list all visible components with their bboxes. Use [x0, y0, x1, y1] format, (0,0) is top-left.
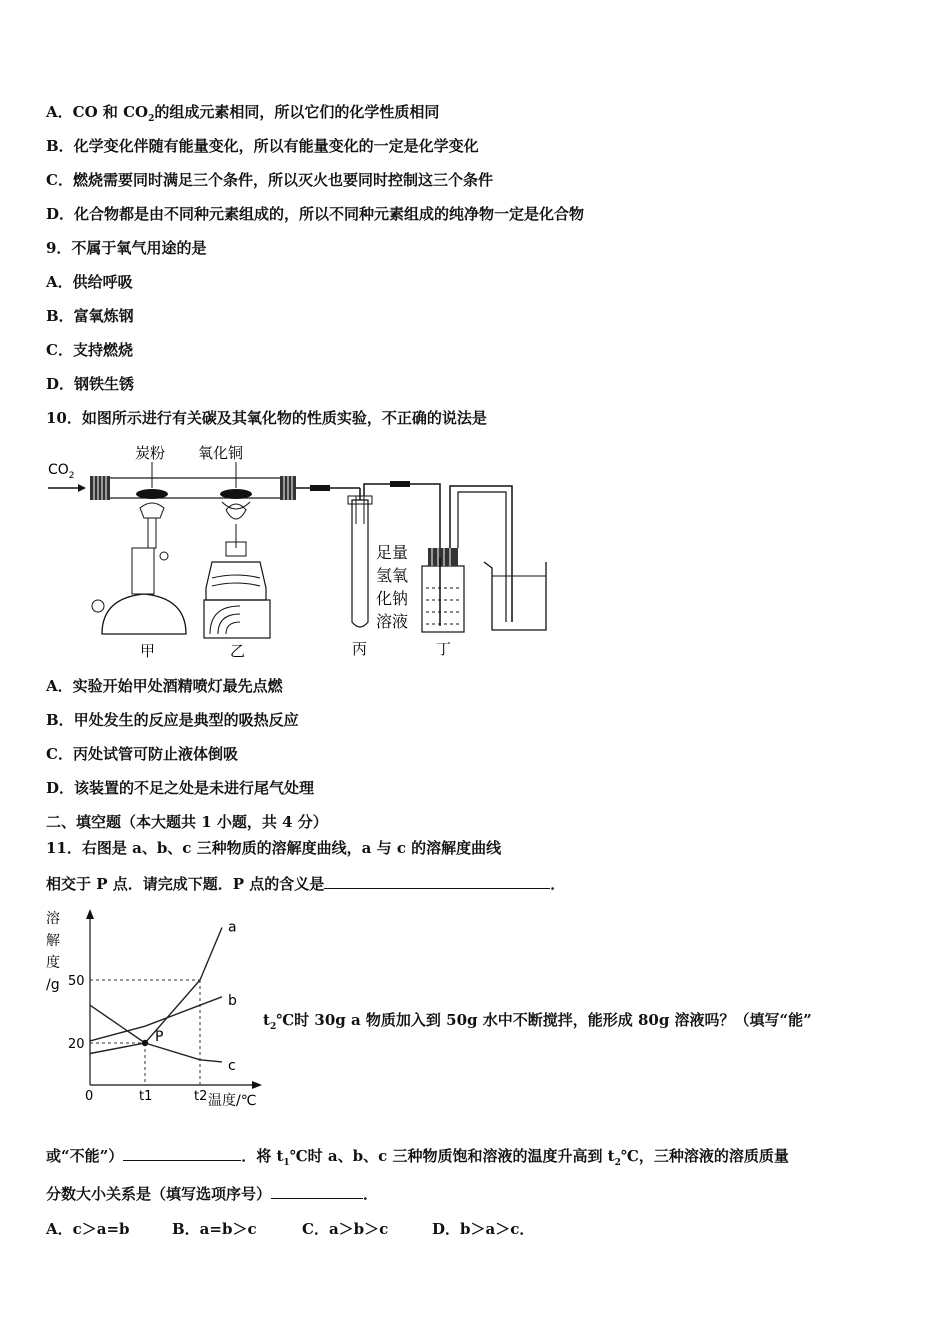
q10-option-d: D．该装置的不足之处是未进行尾气处理	[46, 779, 315, 797]
q11-option-d: D．b＞a＞c．	[432, 1220, 535, 1238]
q8-option-c: C．燃烧需要同时满足三个条件，所以灭火也要同时控制这三个条件	[46, 171, 493, 189]
x-tick-label: t2	[194, 1089, 208, 1104]
label-bing: 丙	[352, 640, 368, 658]
y-axis-label-char: 溶	[46, 911, 60, 927]
q11-options	[46, 1219, 534, 1239]
wash-bottle	[422, 566, 464, 632]
naoh-label-2: 氢氧	[376, 566, 409, 585]
q9-option-c: C．支持燃烧	[46, 341, 133, 359]
q10-option-b: B．甲处发生的反应是典型的吸热反应	[46, 711, 299, 729]
q10-option-c: C．丙处试管可防止液体倒吸	[46, 745, 238, 763]
q11-line4: 分数大小关系是（填写选项序号） ．	[46, 1185, 379, 1203]
q11-line1: 11．右图是 a、b、c 三种物质的溶解度曲线，a 与 c 的溶解度曲线	[46, 839, 502, 857]
beaker	[484, 562, 546, 630]
y-axis-label-char: /g	[46, 977, 60, 993]
q10-stem: 10．如图所示进行有关碳及其氧化物的性质实验，不正确的说法是	[46, 409, 487, 427]
q11-option-c: C．a＞b＞c	[302, 1220, 389, 1238]
answer-blank-can[interactable]	[123, 1146, 241, 1161]
q8-option-b: B．化学变化伴随有能量变化，所以有能量变化的一定是化学变化	[46, 137, 479, 155]
naoh-label-1: 足量	[376, 543, 409, 562]
naoh-label-4: 溶液	[376, 612, 409, 631]
curve-label-b: b	[228, 992, 237, 1009]
q9-option-b: B．富氧炼钢	[46, 307, 134, 325]
combustion-tube	[102, 478, 292, 498]
q8-option-a: A．CO 和 $CO_2$的组成元素相同，所以它们的化学性质相同	[46, 103, 440, 124]
curve-label-a: a	[228, 919, 237, 936]
answer-blank-order[interactable]	[271, 1184, 363, 1199]
carbon-powder	[136, 489, 168, 499]
x-origin-label: 0	[85, 1089, 94, 1104]
q11-option-b: B．a=b＞c	[172, 1220, 257, 1238]
point-label-p: P	[155, 1029, 164, 1045]
q10-apparatus-figure	[40, 438, 560, 663]
y-axis-label	[46, 910, 60, 993]
y-axis-label-char: 度	[46, 955, 60, 971]
y-tick-label: 20	[68, 1037, 85, 1052]
curve-label-c: c	[228, 1057, 236, 1074]
label-jia: 甲	[140, 642, 156, 660]
q11-option-a: A．c＞a=b	[46, 1220, 130, 1238]
y-tick-label: 50	[68, 974, 85, 989]
q11-line3: 或“不能”） ．将 $t_1℃$时 a、b、c 三种物质饱和溶液的温度升高到 $t_2℃$，三种溶液的溶质质量	[46, 1147, 789, 1168]
x-axis-label: 温度/℃	[208, 1093, 257, 1109]
y-axis-label-char: 解	[46, 933, 60, 949]
copper-oxide	[220, 489, 252, 499]
label-cuo: 氧化铜	[198, 444, 244, 462]
q9-option-a: A．供给呼吸	[46, 273, 133, 291]
q10-option-a: A．实验开始甲处酒精喷灯最先点燃	[46, 677, 283, 695]
q9-stem: 9．不属于氧气用途的是	[46, 239, 207, 257]
section-heading: 二、填空题（本大题共 1 小题，共 4 分）	[46, 813, 328, 831]
q11-side-text: $t_2℃$时 30g a 物质加入到 50g 水中不断搅拌，能形成 80g 溶液吗？（填写“能”	[263, 1011, 812, 1032]
q11-line2: 相交于 P 点．请完成下题．P 点的含义是 ．	[46, 875, 566, 893]
naoh-label-3: 化钠	[376, 589, 409, 608]
solubility-chart	[40, 905, 270, 1115]
label-yi: 乙	[230, 642, 246, 660]
label-carbon: 炭粉	[135, 444, 166, 462]
x-tick-label: t1	[139, 1089, 153, 1104]
q9-option-d: D．钢铁生锈	[46, 375, 135, 393]
q8-option-d: D．化合物都是由不同种元素组成的，所以不同种元素组成的纯净物一定是化合物	[46, 205, 585, 223]
intersection-point-p	[142, 1040, 148, 1046]
label-ding: 丁	[436, 640, 452, 658]
co2-label: $CO_2$	[48, 462, 75, 481]
answer-blank-p[interactable]	[324, 874, 550, 889]
